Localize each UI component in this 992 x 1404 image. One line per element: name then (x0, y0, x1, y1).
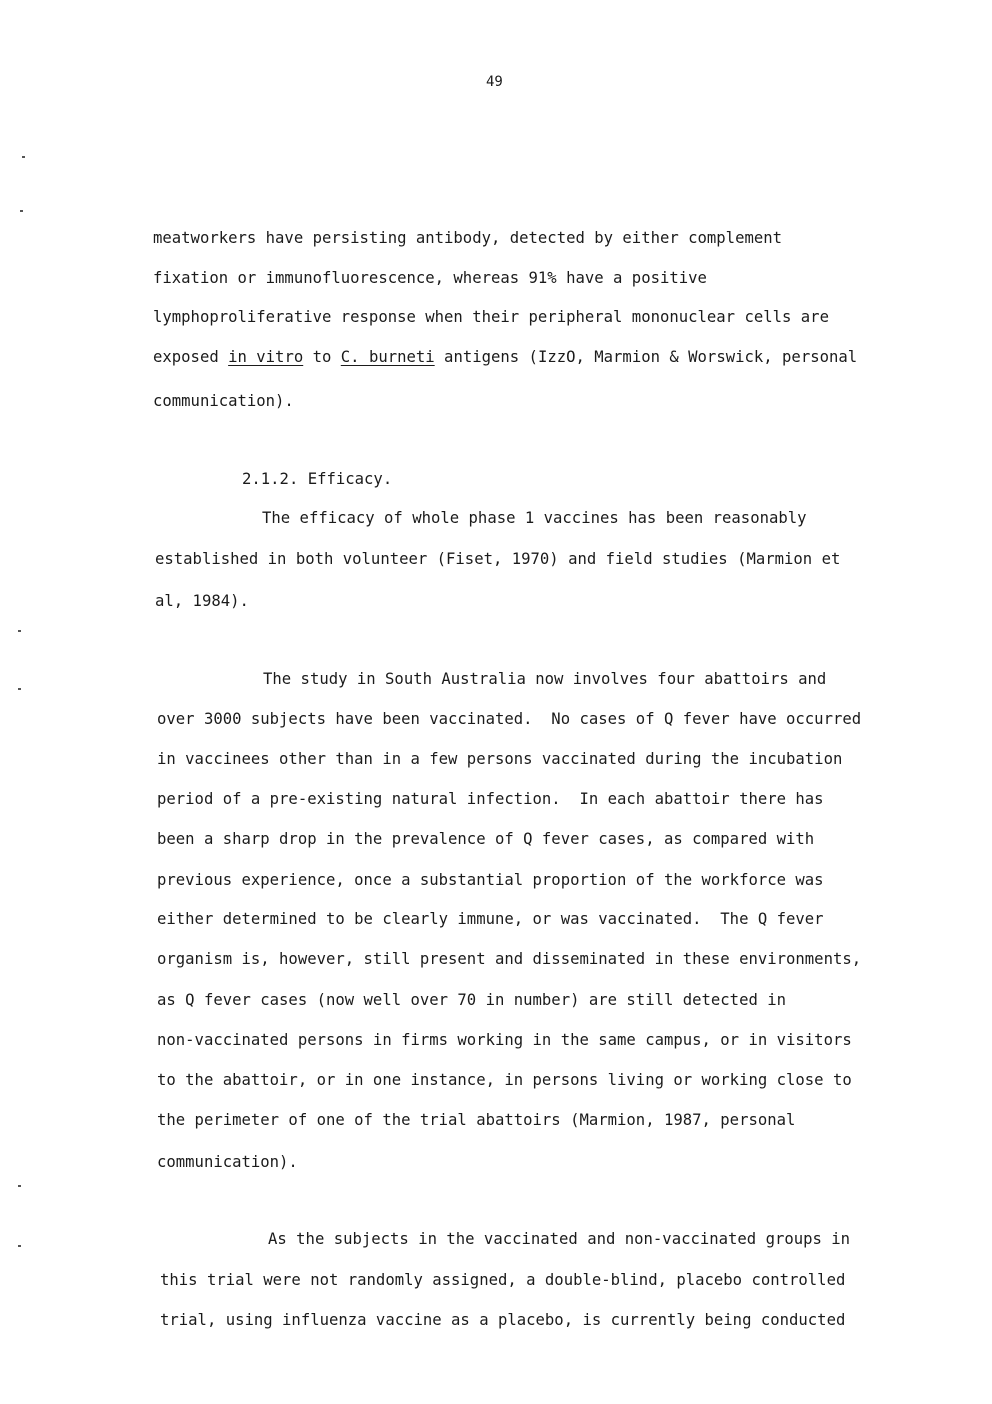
text-run: exposed (153, 348, 229, 366)
margin-speck (18, 1245, 21, 1247)
text-line: communication). (153, 392, 294, 410)
text-line: established in both volunteer (Fiset, 1970) and field studies (Marmion et (155, 550, 841, 568)
text-line: either determined to be clearly immune, or was vaccinated. The Q fever (157, 910, 824, 928)
text-line: this trial were not randomly assigned, a double-blind, placebo controlled (160, 1271, 846, 1289)
margin-speck (18, 630, 21, 632)
text-line: meatworkers have persisting antibody, detected by either complement (153, 229, 783, 247)
text-run: to (303, 348, 341, 366)
underlined-term: C. burneti (340, 348, 435, 366)
page-number: 49 (486, 74, 503, 90)
margin-speck (22, 156, 25, 158)
margin-speck (20, 210, 23, 212)
text-line: al, 1984). (155, 592, 249, 610)
text-line: been a sharp drop in the prevalence of Q fever cases, as compared with (157, 830, 815, 848)
text-line: The study in South Australia now involves four abattoirs and (263, 670, 827, 688)
text-line: previous experience, once a substantial proportion of the workforce was (157, 871, 824, 889)
text-line: to the abattoir, or in one instance, in persons living or working close to (157, 1071, 852, 1089)
margin-speck (18, 688, 21, 690)
text-line: trial, using influenza vaccine as a placebo, is currently being conducted (160, 1311, 846, 1329)
text-line (153, 347, 857, 367)
text-line: The efficacy of whole phase 1 vaccines has been reasonably (262, 509, 807, 527)
text-line: As the subjects in the vaccinated and non-vaccinated groups in (268, 1230, 851, 1248)
text-line: as Q fever cases (now well over 70 in number) are still detected in (157, 991, 787, 1009)
text-line: communication). (157, 1153, 298, 1171)
text-line: non-vaccinated persons in firms working in the same campus, or in visitors (157, 1031, 852, 1049)
text-line: lymphoproliferative response when their peripheral mononuclear cells are (153, 308, 829, 326)
text-line: fixation or immunofluorescence, whereas 91% have a positive (153, 269, 707, 287)
text-line: the perimeter of one of the trial abattoirs (Marmion, 1987, personal (157, 1111, 796, 1129)
text-run: antigens (IzzO, Marmion & Worswick, personal (434, 348, 858, 366)
underlined-term: in vitro (228, 348, 304, 366)
text-line: period of a pre-existing natural infection. In each abattoir there has (157, 790, 824, 808)
text-line: over 3000 subjects have been vaccinated. No cases of Q fever have occurred (157, 710, 862, 728)
text-line: organism is, however, still present and disseminated in these environments, (157, 950, 862, 968)
text-line: in vaccinees other than in a few persons vaccinated during the incubation (157, 750, 843, 768)
margin-speck (18, 1185, 21, 1187)
section-heading: 2.1.2. Efficacy. (242, 470, 393, 488)
